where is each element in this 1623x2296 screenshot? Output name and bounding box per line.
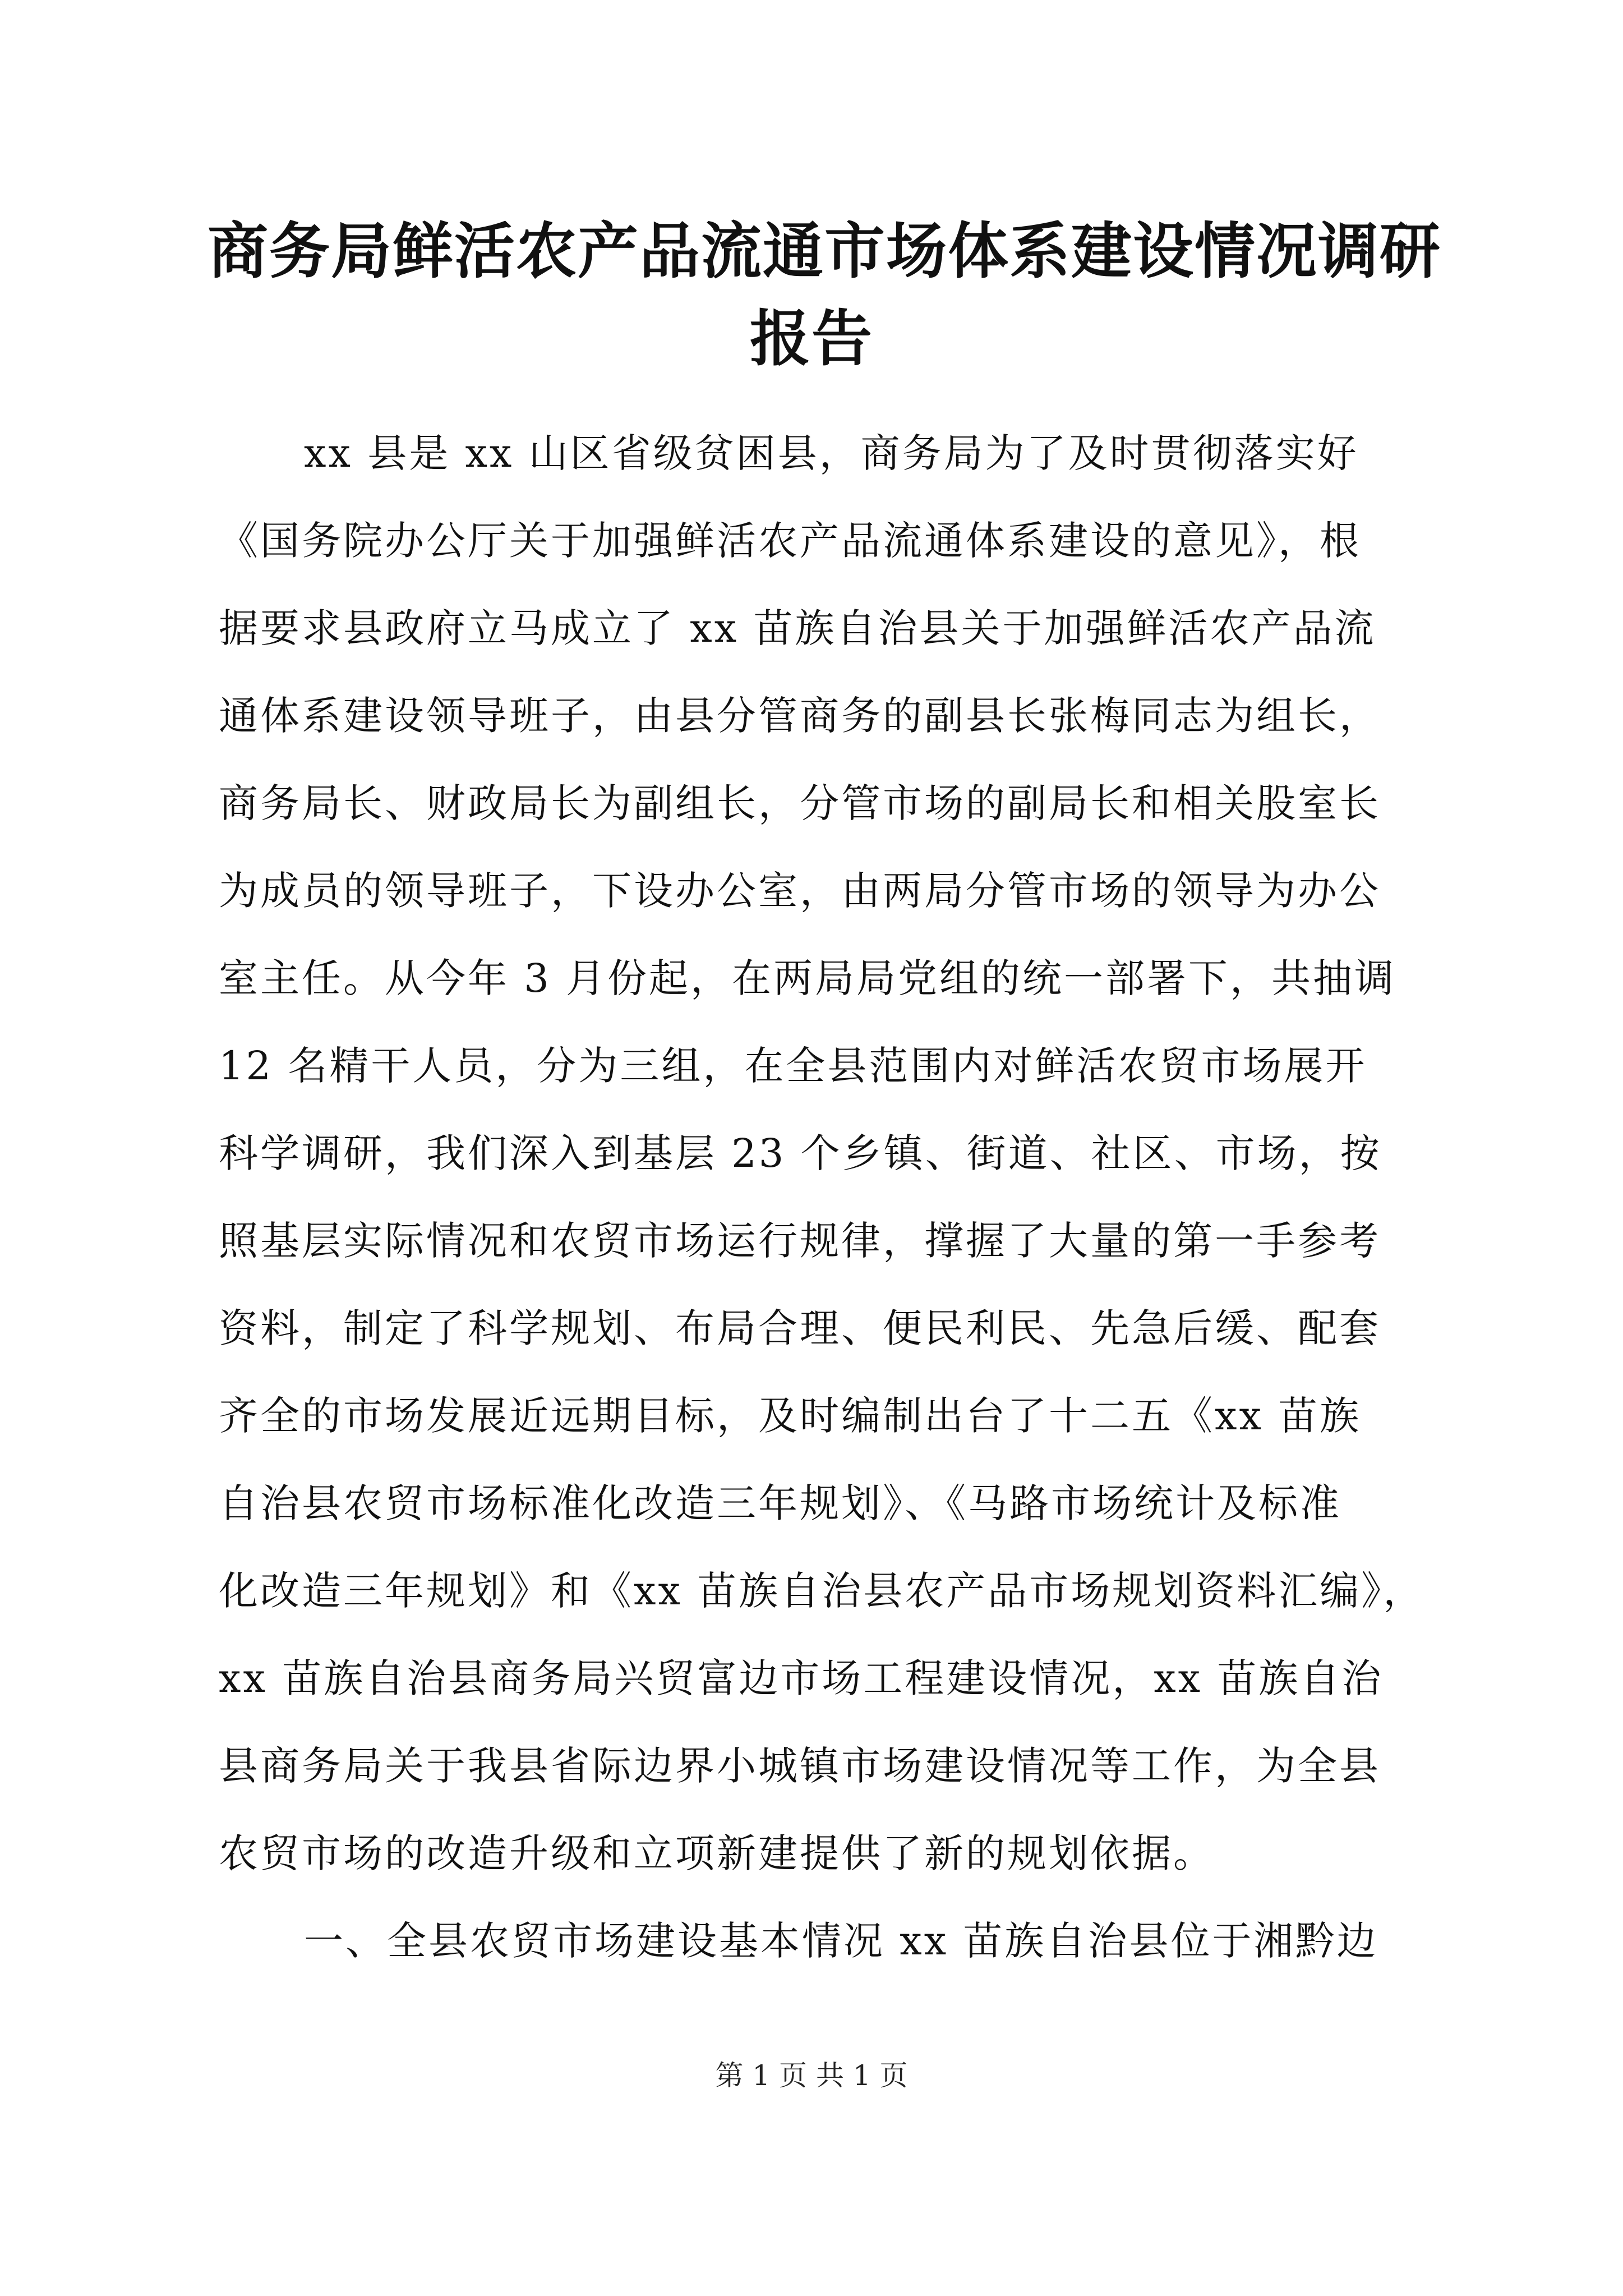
paragraph-line: xx 苗族自治县商务局兴贸富边市场工程建设情况，xx 苗族自治 <box>219 1655 1384 1701</box>
paragraph-line: 资料，制定了科学规划、布局合理、便民利民、先急后缓、配套 <box>219 1305 1381 1351</box>
title-line-2: 报告 <box>749 303 873 374</box>
paragraph-line: 科学调研，我们深入到基层 23 个乡镇、街道、社区、市场，按 <box>219 1130 1382 1176</box>
paragraph-line: 化改造三年规划》和《xx 苗族自治县农产品市场规划资料汇编》， <box>219 1568 1425 1614</box>
paragraph-line: 室主任。从今年 3 月份起，在两局局党组的统一部署下，共抽调 <box>219 955 1396 1001</box>
paragraph-line: xx 县是 xx 山区省级贫困县，商务局为了及时贯彻落实好 <box>304 430 1359 476</box>
paragraph-line: 农贸市场的改造升级和立项新建提供了新的规划依据。 <box>219 1830 1215 1876</box>
page-number-footer: 第 1 页 共 1 页 <box>715 2059 908 2092</box>
paragraph-line: 据要求县政府立马成立了 xx 苗族自治县关于加强鲜活农产品流 <box>219 605 1376 651</box>
paragraph-line: 县商务局关于我县省际边界小城镇市场建设情况等工作，为全县 <box>219 1743 1381 1789</box>
paragraph-line: 自治县农贸市场标准化改造三年规划》、《马路市场统计及标准 <box>219 1480 1341 1526</box>
title-line-1: 商务局鲜活农产品流通市场体系建设情况调研 <box>208 216 1442 287</box>
body-text <box>219 409 1475 1985</box>
paragraph-line: 《国务院办公厅关于加强鲜活农产品流通体系建设的意见》，根 <box>219 518 1361 564</box>
paragraph-line: 为成员的领导班子，下设办公室，由两局分管市场的领导为办公 <box>219 868 1381 914</box>
paragraph-line: 齐全的市场发展近远期目标，及时编制出台了十二五《xx 苗族 <box>219 1393 1362 1439</box>
paragraph-line: 通体系建设领导班子，由县分管商务的副县长张梅同志为组长， <box>219 693 1381 739</box>
paragraph-line: 商务局长、财政局长为副组长，分管市场的副局长和相关股室长 <box>219 780 1381 826</box>
page-title <box>208 208 1442 383</box>
paragraph-line: 照基层实际情况和农贸市场运行规律，撑握了大量的第一手参考 <box>219 1218 1381 1264</box>
paragraph-line: 12 名精干人员，分为三组，在全县范围内对鲜活农贸市场展开 <box>219 1043 1367 1089</box>
section-heading-line: 一、全县农贸市场建设基本情况 xx 苗族自治县位于湘黔边 <box>304 1918 1378 1964</box>
